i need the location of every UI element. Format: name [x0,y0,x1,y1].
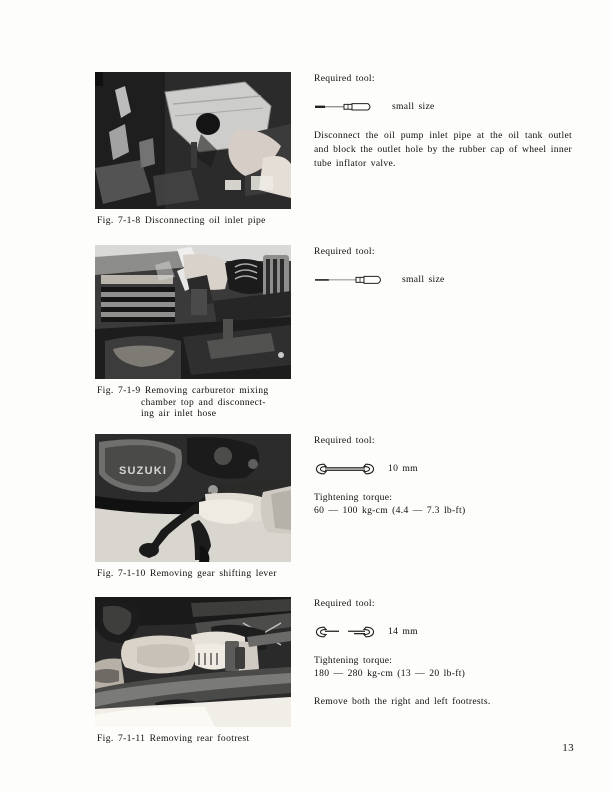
required-tool-label-3: Required tool: [314,435,375,446]
torque-label-3: Tightening torque: [314,491,393,503]
instruction-text-4: Remove both the right and left footrests. [314,695,491,707]
figure-caption-4-line1: Fig. 7-1-11 Removing rear footrest [97,733,250,744]
wrench-icon [314,462,378,476]
photo-removing-carburetor-mixing-chamber-top [95,245,291,379]
tool-row-4 [314,625,572,639]
figure-caption-1-line1: Fig. 7-1-8 Disconnecting oil inlet pipe [97,215,266,226]
instruction-block-4 [314,597,572,709]
required-tool-label-1: Required tool: [314,73,375,84]
page-number: 13 [562,742,574,754]
tool-size-1: small size [392,100,435,112]
figure-caption-2 [95,385,291,420]
tool-size-2: small size [402,273,445,285]
torque-label-4: Tightening torque: [314,654,393,666]
figure-block-4 [95,597,291,745]
figure-block-3 [95,434,291,580]
figure-caption-1 [95,215,291,227]
photo-removing-rear-footrest [95,597,291,727]
photo-removing-gear-shifting-lever [95,434,291,562]
photo-disconnecting-oil-inlet-pipe [95,72,291,209]
figure-caption-4 [95,733,291,745]
figure-block-2 [95,245,291,420]
svg-text:SUZUKI: SUZUKI [119,465,168,477]
figure-caption-3-line1: Fig. 7-1-10 Removing gear shifting lever [97,568,277,579]
required-tool-label-4: Required tool: [314,598,375,609]
figure-caption-2-line1: Fig. 7-1-9 Removing carburetor mixing [97,385,269,396]
torque-value-3: 60 — 100 kg-cm (4.4 — 7.3 lb-ft) [314,505,466,517]
wrench-icon [314,625,378,639]
instruction-block-3 [314,434,572,532]
figure-caption-3 [95,568,291,580]
instruction-text-1: Disconnect the oil pump inlet pipe at the oil tank outlet and block the outlet hole by the rubber cap of wheel inner tube inflator valve. [314,129,572,169]
tool-row-1 [314,100,572,114]
screwdriver-icon [314,274,392,286]
tool-size-3: 10 mm [388,462,418,474]
figure-block-1 [95,72,291,227]
instruction-block-2 [314,245,572,302]
tool-row-3 [314,462,572,476]
torque-value-4: 180 — 280 kg-cm (13 — 20 lb-ft) [314,668,466,680]
tool-row-2 [314,273,572,287]
figure-caption-2-line2: chamber top and disconnect- [141,396,266,408]
figure-caption-2-line3: ing air inlet hose [141,408,217,420]
required-tool-label-2: Required tool: [314,246,375,257]
screwdriver-icon [314,101,382,113]
instruction-block-1 [314,72,572,171]
tool-size-4: 14 mm [388,625,418,637]
